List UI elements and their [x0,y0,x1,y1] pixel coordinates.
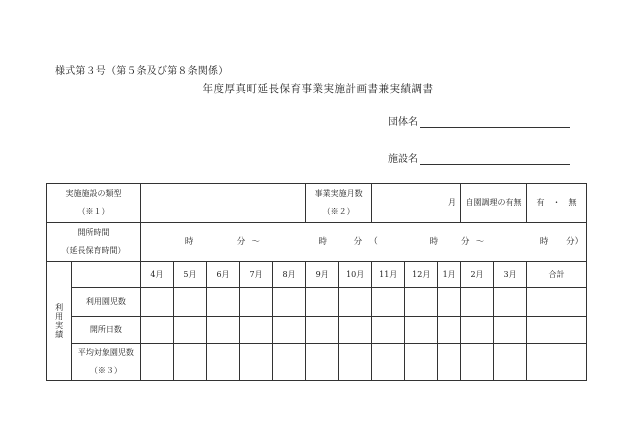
data-cell[interactable] [494,344,527,381]
extended-open-minute: 分 [461,236,470,247]
yes-option[interactable]: 有 [536,198,545,208]
data-cell[interactable] [494,317,527,344]
facility-type-value[interactable] [140,184,305,223]
data-cell[interactable] [339,317,372,344]
data-cell[interactable] [206,317,239,344]
open-minute: 分 [236,236,246,247]
months-value[interactable] [372,184,461,223]
usage-header [47,262,72,381]
table-row [47,288,587,317]
data-cell[interactable] [405,288,438,317]
data-cell[interactable] [240,317,273,344]
month-header: 11月 [372,262,405,288]
yes-no-choice[interactable] [527,184,587,223]
months-header [306,184,372,223]
document-title: 年度厚真町延長保育事業実施計画書兼実績調書 [202,83,434,95]
average-row-label: 平均対象園児数 [77,348,134,358]
data-cell[interactable] [140,344,173,381]
data-cell[interactable] [460,317,493,344]
extended-tilde: ～ [475,236,485,247]
total-cell[interactable] [527,317,587,344]
data-cell[interactable] [494,288,527,317]
facility-label: 施設名 [388,154,418,165]
month-header: 6月 [206,262,239,288]
month-unit: 月 [447,198,456,208]
data-cell[interactable] [405,344,438,381]
month-header: 1月 [438,262,461,288]
data-cell[interactable] [306,317,339,344]
organization-field[interactable] [388,113,570,128]
average-row-header [71,344,140,381]
month-header: 12月 [405,262,438,288]
data-cell[interactable] [206,288,239,317]
hours-header [47,223,141,262]
data-cell[interactable] [273,288,306,317]
total-cell[interactable] [527,344,587,381]
choice-separator: ・ [552,198,561,208]
note-3: （※３） [89,366,122,375]
month-header: 8月 [273,262,306,288]
hours-sub-label: （延長保育時間） [61,246,126,255]
data-cell[interactable] [372,288,405,317]
table-row [47,317,587,344]
close-minute: 分 [353,236,363,247]
data-cell[interactable] [405,317,438,344]
facility-type-label: 実施施設の類型 [65,189,122,199]
data-cell[interactable] [173,344,206,381]
month-header: 5月 [173,262,206,288]
open-hour: 時 [184,236,194,247]
corner-cell [71,262,140,288]
data-cell[interactable] [438,288,461,317]
month-header: 4月 [140,262,173,288]
data-cell[interactable] [273,317,306,344]
data-cell[interactable] [306,344,339,381]
data-cell[interactable] [273,344,306,381]
data-cell[interactable] [173,288,206,317]
usage-label: 利用実績 [54,303,64,339]
data-cell[interactable] [460,288,493,317]
month-header: 2月 [460,262,493,288]
total-cell[interactable] [527,288,587,317]
month-header: 7月 [240,262,273,288]
no-option[interactable]: 無 [568,198,577,208]
data-cell[interactable] [438,317,461,344]
extended-close-minute: 分） [566,236,584,247]
data-cell[interactable] [339,288,372,317]
months-label: 事業実施月数 [314,189,363,199]
data-cell[interactable] [306,288,339,317]
month-header: 9月 [306,262,339,288]
data-cell[interactable] [460,344,493,381]
report-table [46,183,587,381]
children-row-label: 利用園児数 [71,288,140,317]
note-2: （※２） [322,207,355,216]
close-hour: 時 [318,236,327,247]
data-cell[interactable] [240,288,273,317]
total-header: 合計 [527,262,587,288]
note-1: （※１） [77,207,110,216]
data-cell[interactable] [339,344,372,381]
month-header: 3月 [494,262,527,288]
extended-open-hour: 時 [429,236,439,247]
self-survey-label: 自園調理の有無 [460,184,526,223]
table-row [47,344,587,381]
days-row-label: 開所日数 [71,317,140,344]
data-cell[interactable] [140,288,173,317]
open-tilde: ～ [251,236,260,247]
data-cell[interactable] [173,317,206,344]
data-cell[interactable] [438,344,461,381]
facility-input-line[interactable] [420,152,570,165]
form-number: 様式第３号（第５条及び第８条関係） [55,66,229,77]
data-cell[interactable] [372,344,405,381]
data-cell[interactable] [240,344,273,381]
data-cell[interactable] [372,317,405,344]
facility-type-header [47,184,141,223]
extended-paren-open: （ [369,236,378,247]
organization-input-line[interactable] [420,115,570,128]
hours-label: 開所時間 [77,228,110,238]
month-header: 10月 [339,262,372,288]
data-cell[interactable] [206,344,239,381]
hours-value[interactable] [140,223,586,262]
extended-close-hour: 時 [539,236,549,247]
organization-label: 団体名 [388,117,418,128]
facility-field[interactable] [388,150,570,165]
data-cell[interactable] [140,317,173,344]
